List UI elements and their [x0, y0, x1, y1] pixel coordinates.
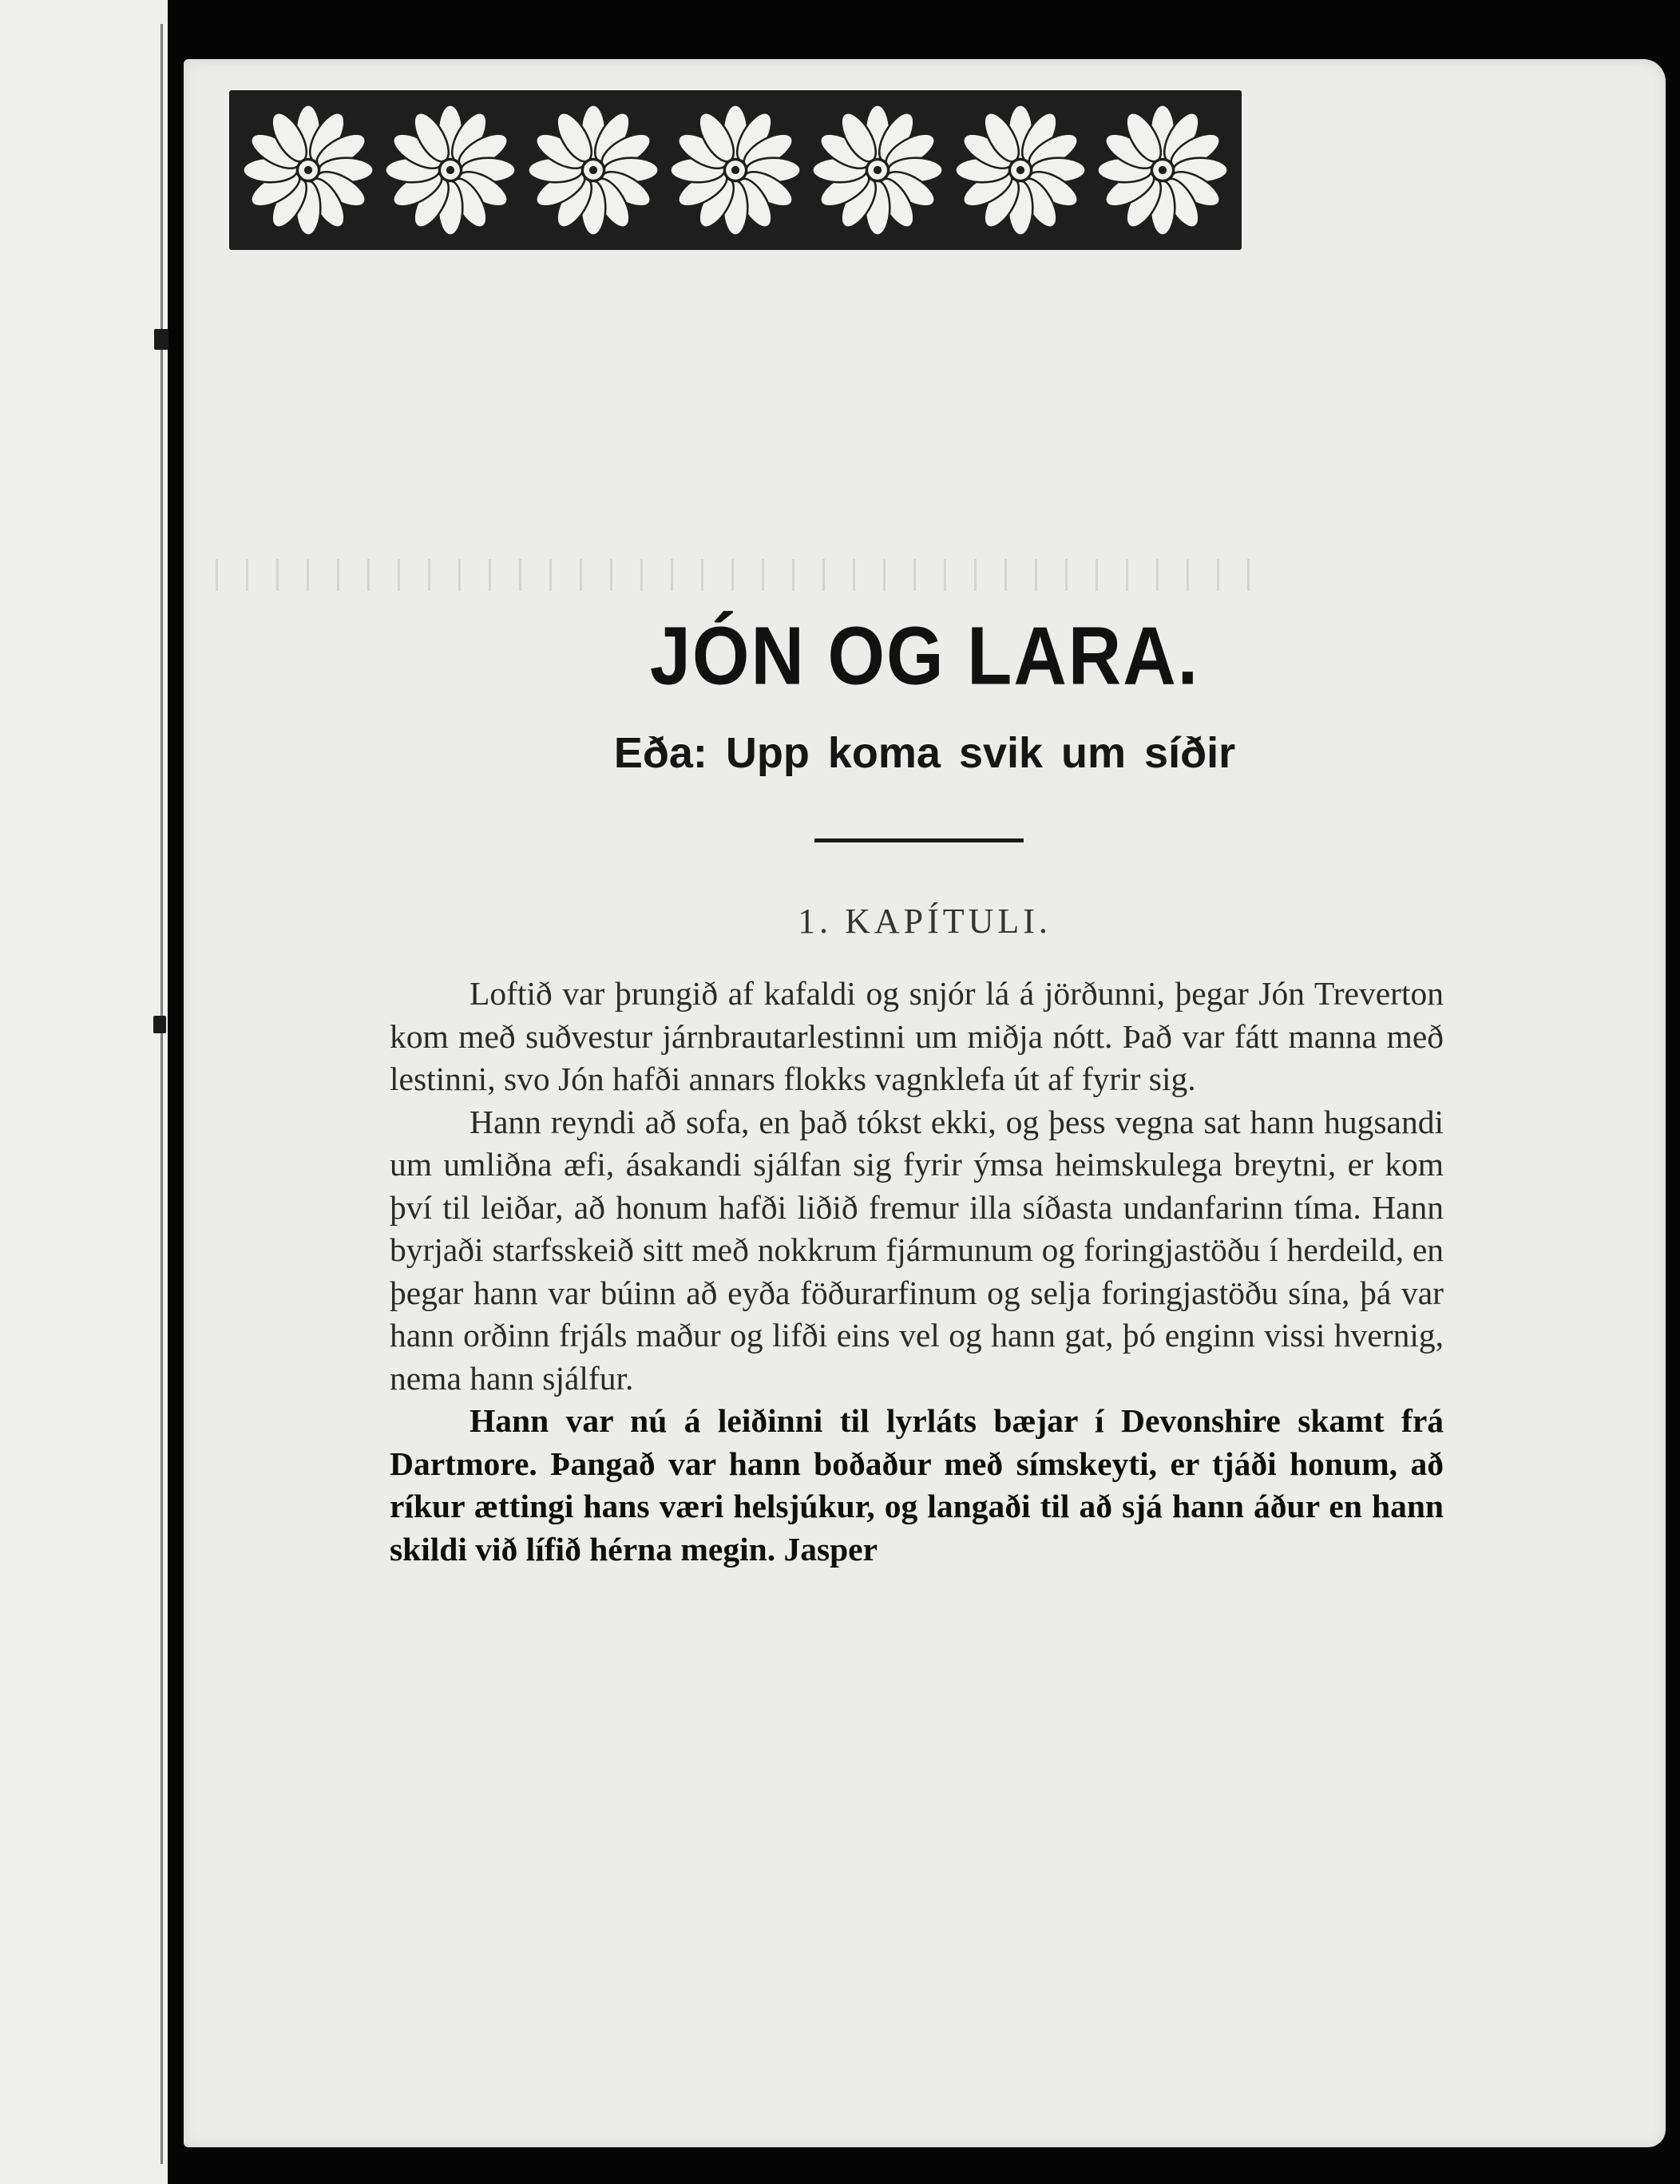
rosette-flower-icon [240, 102, 376, 238]
paragraph: Hann var nú á leiðinni til lyrláts bæjar í Devonshire skamt frá Dartmore. Þangað var hann boðaður með símskeyti, er tjáði honum, að ríkur ættingi hans væri helsjúkur, og langaði til að sjá hann áður en hann skildi við lífið hérna megin. Jasper [390, 1402, 1444, 1568]
body-text [390, 973, 1444, 1571]
rosette-flower-icon [810, 102, 945, 238]
rosette-flower-icon [525, 102, 661, 238]
rosette-flower-icon [953, 102, 1088, 238]
rosette-flower-icon [1095, 102, 1230, 238]
paragraph: Hann reyndi að sofa, en það tókst ekki, og þess vegna sat hann hugsandi um umliðna æfi, ásakandi sjálfan sig fyrir ýmsa heimskulega breytni, er kom því til leiðar, að honum hafði liðið fremur illa síðasta undanfarinn tíma. Hann byrjaði starfsskeið sitt með nokkrum fjármunum og foringjastöðu í herdeild, en þegar hann var búinn að eyða föðurarfinum og selja foringjastöðu sína, þá var hann orðinn frjáls maður og lifði eins vel og hann gat, þó enginn vissi hvernig, nema hann sjálfur. [390, 1103, 1444, 1397]
divider-rule [814, 838, 1024, 842]
page-subtitle: Eða: Upp koma svik um síðir [613, 729, 1236, 777]
rosette-flower-icon [382, 102, 518, 238]
margin-mark [153, 1016, 166, 1033]
rosette-flower-icon [668, 102, 803, 238]
margin-mark [154, 329, 168, 350]
ornamental-header-band [229, 90, 1242, 250]
chapter-heading: 1. KAPÍTULI. [798, 902, 1052, 941]
paragraph: Loftið var þrungið af kafaldi og snjór lá á jörðunni, þegar Jón Treverton kom með suðvestur járnbrautarlestinni um miðja nótt. Það var fátt manna með lestinni, svo Jón hafði annars flokks vagnklefa út af fyrir sig. [390, 975, 1444, 1097]
page-title: JÓN OG LARA. [649, 610, 1200, 703]
left-page-edge [0, 0, 168, 2184]
faint-bleed-through-marks [216, 559, 1254, 591]
